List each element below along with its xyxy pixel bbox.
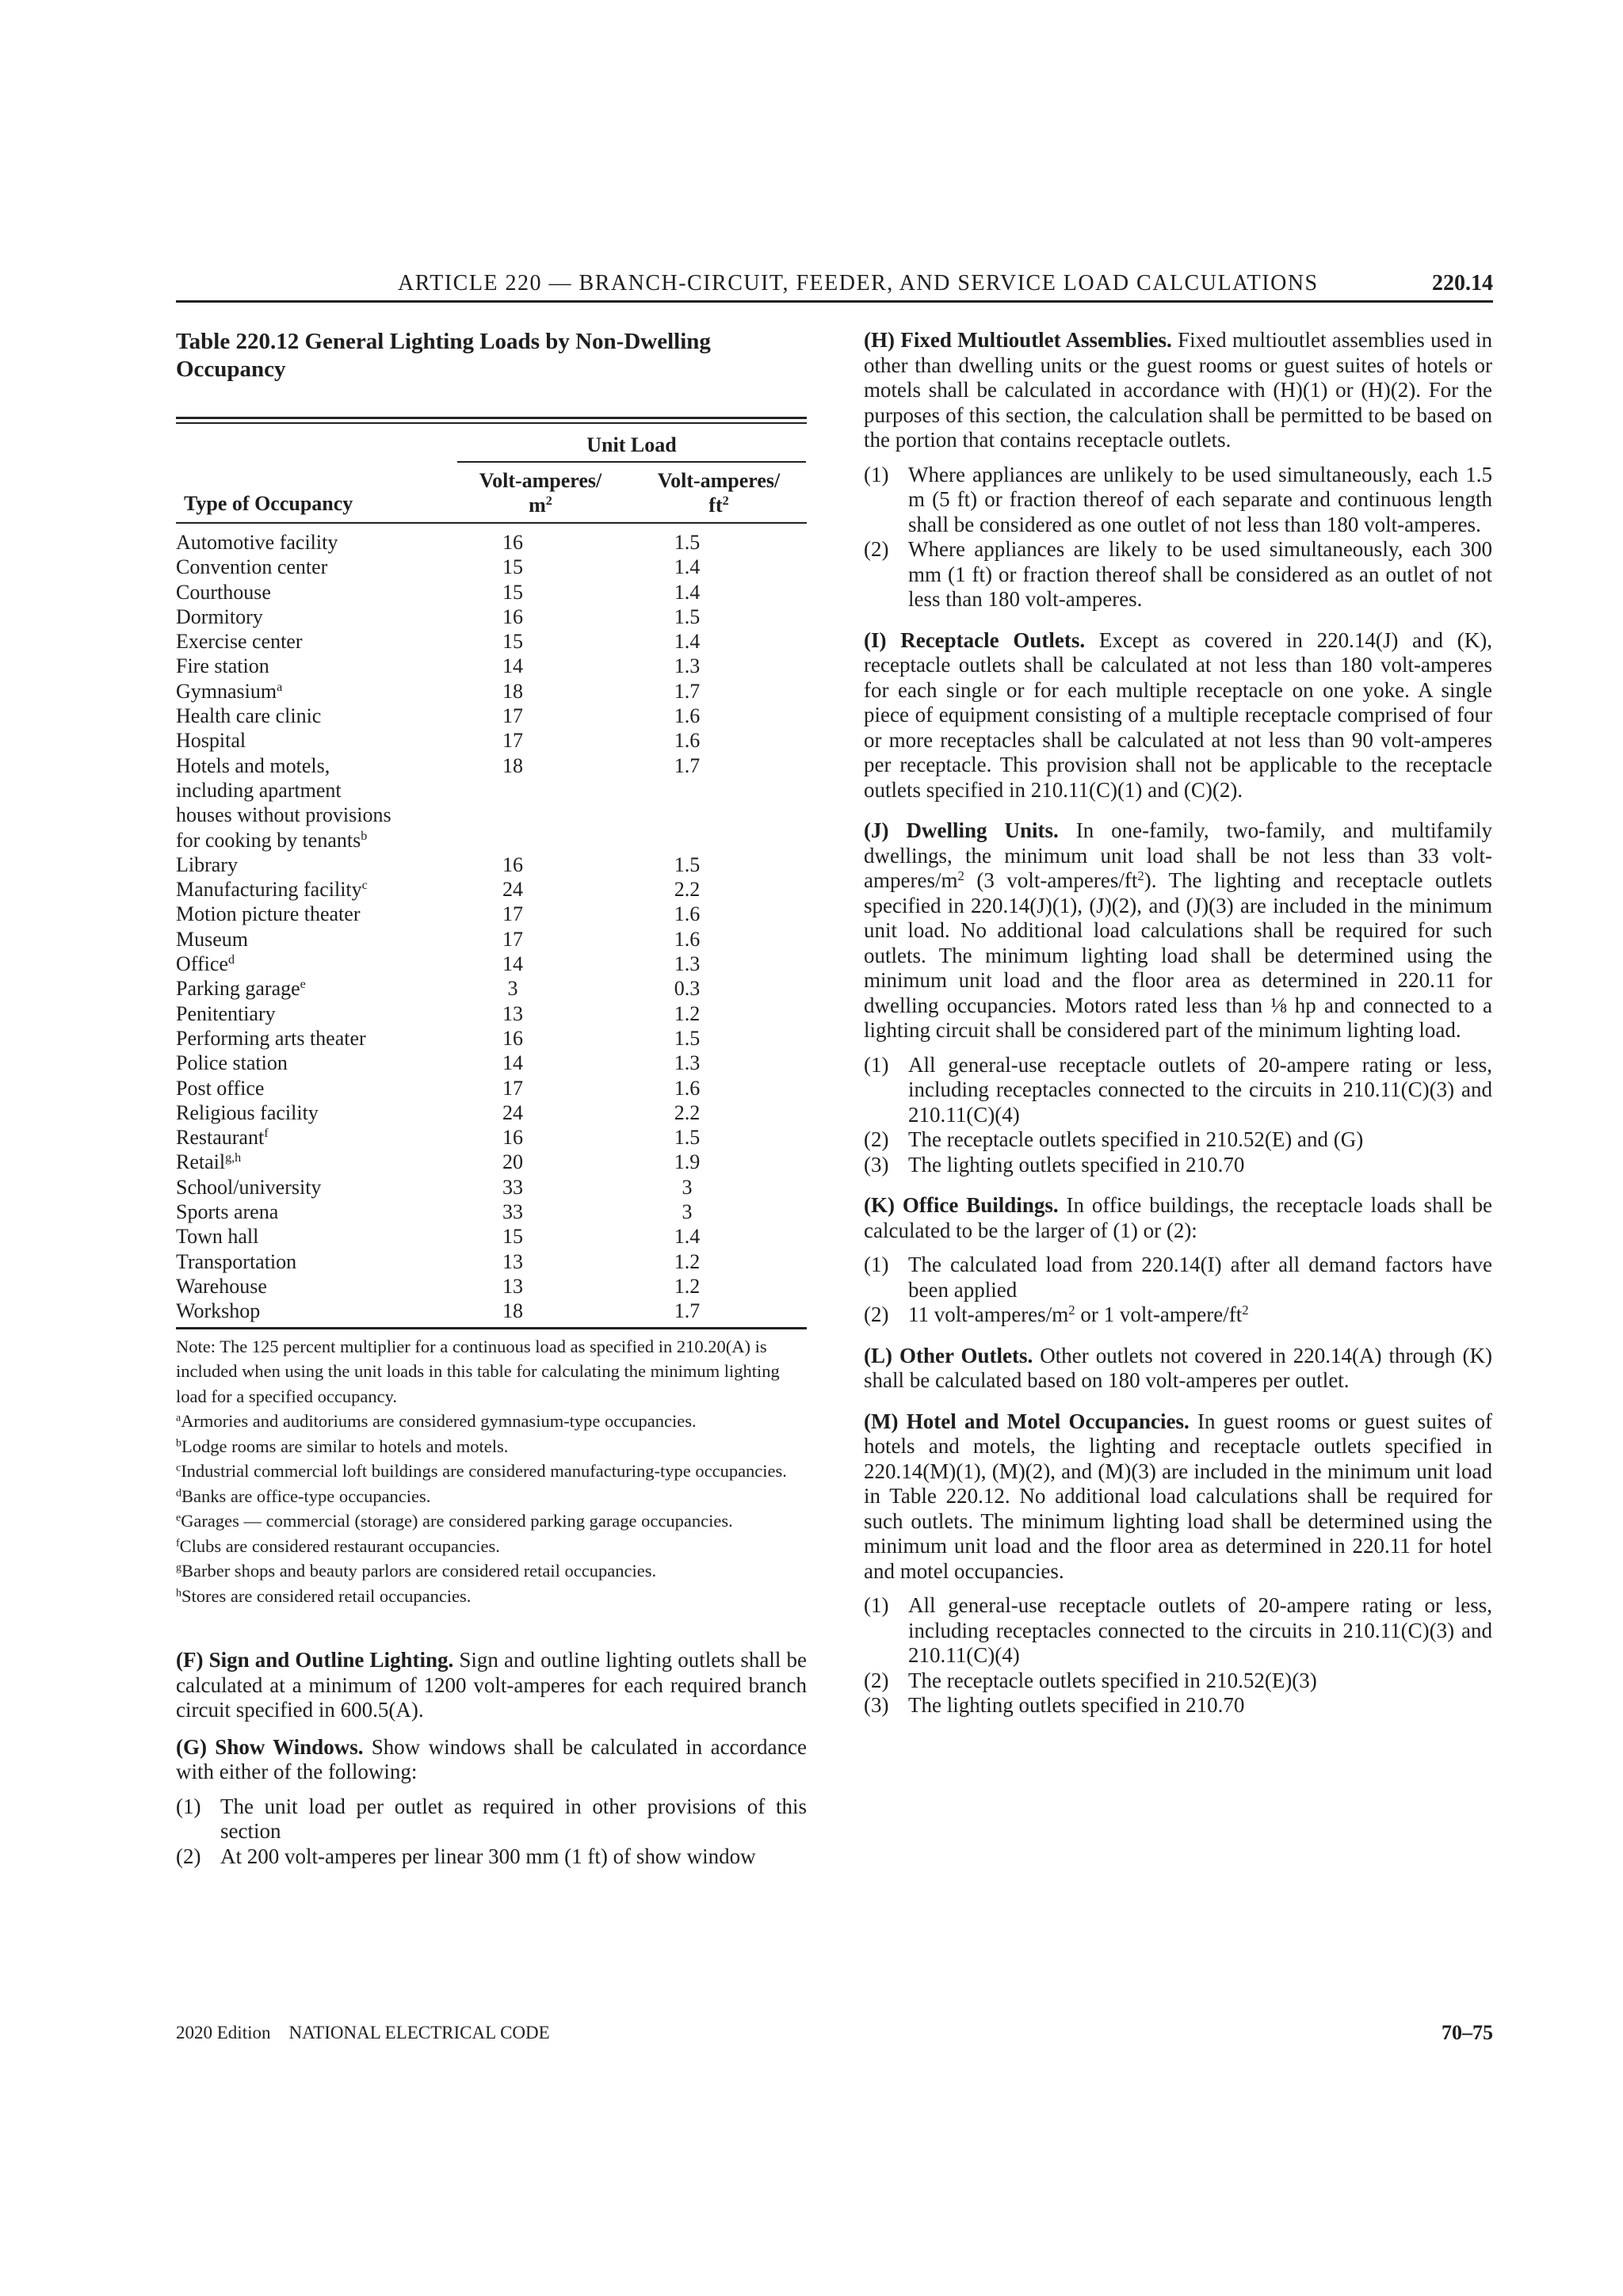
table-row [176,679,807,704]
table-row [176,1249,807,1274]
va-m2-cell: 13 [502,1249,523,1273]
va-m2-cell [457,803,568,827]
occupancy-type-cell: Performing arts theater [176,1026,366,1050]
volt-amperes-m2-header: Volt-amperes/ $m^2$ [479,469,602,517]
va-ft2-cell: 1.7 [674,753,701,777]
occupancy-type-cell: Gymnasium$^a$ [176,679,283,703]
page-number: 70–75 [1442,2021,1493,2044]
table-row [176,828,807,852]
va-m2-cell: 24 [502,878,523,902]
list-item: (3) The lighting outlets specified in 210.70 [864,1152,1245,1177]
table-row [176,852,807,877]
unit-load-header: Unit Load [586,433,677,456]
va-m2-cell: 15 [502,555,523,579]
table-header [176,424,807,524]
va-m2-cell: 17 [502,729,523,753]
occupancy-type-cell: Post office [176,1076,265,1100]
occupancy-type-cell: Motion picture theater [176,902,361,926]
list-item: (1) All general-use receptacle outlets of 20-ampere rating or less, including receptacles connected to the circuits in 210.11(C)(3) and 210.11(C)(4) [864,1593,1492,1667]
table-row [176,1150,807,1174]
table-row [176,629,807,654]
va-m2-cell: 14 [502,654,523,678]
table-row [176,605,807,629]
va-ft2-cell: 3 [682,1175,693,1199]
table-row [176,778,807,803]
right-column [864,328,1492,1718]
occupancy-type-cell: School/university [176,1175,322,1199]
va-m2-cell: 33 [502,1175,523,1199]
table-row [176,803,807,827]
occupancy-type-cell: Religious facility [176,1100,319,1124]
va-ft2-cell [568,778,790,803]
va-ft2-cell: 1.2 [674,1001,701,1025]
table-row [176,654,807,678]
table-top-rule [176,417,807,424]
table-row [176,728,807,753]
table-row [176,976,807,1001]
occupancy-type-cell: Office$^d$ [176,952,235,976]
va-ft2-cell: 1.4 [674,555,701,579]
occupancy-type-cell: Police station [176,1051,288,1075]
va-ft2-cell: 1.3 [674,1051,701,1075]
va-ft2-cell: 1.9 [674,1150,701,1174]
section-g-show-windows: (G) Show Windows. Show windows shall be calculated in accordance with either of the following: [176,1734,807,1783]
va-m2-cell: 17 [502,1076,523,1100]
section-i-receptacle-outlets: (I) Receptacle Outlets. Except as covered in 220.14(J) and (K), receptacle outlets shall be calculated at not less than 180 volt-amperes for each single or for each multiple receptacle on one yoke. A single piece of equipment consisting of a multiple receptacle comprised of four or more receptacles shall be calculated at not less than 90 volt-amperes per receptacle. This provision shall not be applicable to the receptacle outlets specified in 210.11(C)(1) and (C)(2). [864,627,1492,802]
occupancy-type-cell: Library [176,852,238,876]
va-m2-cell: 3 [507,977,518,1001]
va-ft2-cell: 1.4 [674,580,701,604]
occupancy-type-cell: houses without provisions [176,803,391,827]
va-ft2-cell: 1.6 [674,729,701,753]
list-item: (2) 11 volt-$amperes/m^2$ or 1 volt-$ampere/ft^2$ [864,1302,1249,1326]
list-item: (1) The unit load per outlet as required in other provisions of this section [176,1794,807,1843]
list-item: (1) The calculated load from 220.14(I) after all demand factors have been applied [864,1253,1492,1302]
table-row [176,877,807,902]
va-ft2-cell: 1.5 [674,531,701,554]
table-row [176,1175,807,1199]
va-ft2-cell: 1.3 [674,952,701,976]
general-lighting-loads-table [176,417,807,1329]
va-m2-cell [457,778,568,803]
list-item: (2) At 200 volt-amperes per linear 300 mm (1 ft) of show window [176,1844,756,1868]
occupancy-type-cell: Courthouse [176,580,271,604]
section-f-sign-outline-lighting: (F) Sign and Outline Lighting. Sign and outline lighting outlets shall be calculated at a minimum of 1200 volt-amperes for each required branch circuit specified in 600.5(A). [176,1648,807,1722]
section-m-list [864,1593,1492,1718]
va-m2-cell: 16 [502,1126,523,1150]
table-row [176,927,807,952]
list-item: (2) The receptacle outlets specified in 210.52(E) and (G) [864,1127,1364,1151]
va-m2-cell: 17 [502,927,523,951]
va-m2-cell: 16 [502,531,523,554]
occupancy-type-cell: Exercise center [176,630,303,654]
occupancy-type-cell: Sports arena [176,1200,279,1224]
va-ft2-cell: 1.7 [674,679,701,703]
table-note: $^g$Barber shops and beauty parlors are considered retail occupancies. [176,1561,657,1581]
table-row [176,902,807,926]
va-m2-cell: 13 [502,1274,523,1298]
va-m2-cell: 16 [502,605,523,628]
table-note: Note: The 125 percent multiplier for a continuous load as specified in 210.20(A) is included when using the unit loads in this table for calculating the minimum lighting load for a specified occupancy. [176,1336,780,1406]
va-m2-cell: 15 [502,630,523,654]
table-row [176,952,807,976]
occupancy-type-cell: Retail$^{g,h}$ [176,1150,242,1174]
va-m2-cell: 16 [502,852,523,876]
occupancy-type-cell: Fire station [176,654,269,678]
occupancy-type-cell: Restaurant$^f$ [176,1126,269,1150]
occupancy-type-cell: for cooking by tenants$^b$ [176,828,368,852]
list-item: (2) The receptacle outlets specified in 210.52(E)(3) [864,1668,1317,1692]
occupancy-type-cell: Town hall [176,1225,259,1249]
va-ft2-cell: 1.2 [674,1249,701,1273]
va-m2-cell: 15 [502,580,523,604]
occupancy-type-cell: Automotive facility [176,531,338,554]
occupancy-type-cell: Hospital [176,729,246,753]
volt-amperes-ft2-header: Volt-amperes/ $ft^2$ [657,469,781,517]
table-row [176,1274,807,1299]
occupancy-type-cell: Dormitory [176,605,263,628]
list-item: (3) The lighting outlets specified in 210.70 [864,1693,1245,1717]
occupancy-type-cell: Transportation [176,1249,297,1273]
va-ft2-cell: 1.4 [674,630,701,654]
table-note: $^h$Stores are considered retail occupancies. [176,1585,472,1606]
occupancy-type-cell: Warehouse [176,1274,267,1298]
type-of-occupancy-header: Type of Occupancy [184,492,353,515]
section-h-list [864,463,1492,612]
table-row [176,1299,807,1323]
unit-load-rule [457,461,806,463]
table-row [176,1076,807,1100]
occupancy-type-cell: Hotels and motels, [176,753,330,777]
va-m2-cell: 33 [502,1200,523,1224]
va-ft2-cell: 2.2 [674,1100,701,1124]
va-m2-cell: 18 [502,679,523,703]
occupancy-type-cell: Convention center [176,555,328,579]
table-row [176,555,807,579]
table-row [176,1026,807,1051]
section-g-list [176,1794,807,1870]
page-footer-edition: 2020 Edition NATIONAL ELECTRICAL CODE [176,2023,550,2042]
table-note: $^c$Industrial commercial loft buildings are considered manufacturing-type occupancies. [176,1461,787,1481]
va-ft2-cell: 3 [682,1200,693,1224]
table-row [176,1051,807,1075]
va-m2-cell: 18 [502,753,523,777]
table-note: $^a$Armories and auditoriums are considered gymnasium-type occupancies. [176,1411,697,1431]
va-m2-cell: 14 [502,952,523,976]
table-row [176,753,807,778]
va-ft2-cell [568,803,790,827]
list-item: (1) Where appliances are unlikely to be used simultaneously, each 1.5 m (5 ft) or fraction thereof of each separate and continuous length shall be considered as one outlet of not less than 180 volt-amperes. [864,462,1492,536]
va-ft2-cell: 1.5 [674,605,701,628]
va-m2-cell: 16 [502,1026,523,1050]
section-number: 220.14 [1432,271,1493,296]
table-note: $^b$Lodge rooms are similar to hotels and motels. [176,1436,509,1456]
va-ft2-cell: 1.6 [674,704,701,728]
table-body [176,524,807,1329]
va-m2-cell: 20 [502,1150,523,1174]
va-m2-cell: 13 [502,1001,523,1025]
occupancy-type-cell: including apartment [176,778,342,802]
table-row [176,704,807,728]
occupancy-type-cell: Manufacturing facility$^c$ [176,878,368,902]
va-ft2-cell: 0.3 [674,977,701,1001]
va-ft2-cell: 1.5 [674,1126,701,1150]
va-ft2-cell [568,828,790,852]
section-k-list [864,1253,1492,1328]
section-j-dwelling-units: (J) Dwelling Units. In one-family, two-family, and multifamily dwellings, the minimum unit load shall be not less than 33 volt-$amperes/m^2$ (3 volt-$amperes/ft^2$). The lighting and receptacle outlets specified in 220.14(J)(1), (J)(2), and (J)(3) are included in the minimum unit load. No additional load calculations shall be required for such outlets. The minimum lighting load shall be determined using the minimum unit load and the floor area as determined in 220.11 for dwelling occupancies. Motors rated less than ⅛ hp and connected to a lighting circuit shall be considered part of the minimum lighting load. [864,818,1492,1042]
section-k-office-buildings: (K) Office Buildings. In office buildings, the receptacle loads shall be calculated to be the larger of (1) or (2): [864,1193,1492,1242]
section-h-fixed-multioutlet: (H) Fixed Multioutlet Assemblies. Fixed multioutlet assemblies used in other than dwelling units or the guest rooms or guest suites of hotels or motels shall be calculated in accordance with (H)(1) or (H)(2). For the purposes of this section, the calculation shall be permitted to be based on the portion that contains receptacle outlets. [864,328,1493,452]
article-title: ARTICLE 220 — BRANCH-CIRCUIT, FEEDER, AND SERVICE LOAD CALCULATIONS [398,271,1319,296]
table-row [176,1199,807,1224]
va-ft2-cell: 1.6 [674,902,701,926]
table-row [176,1125,807,1150]
table-note: $^e$Garages — commercial (storage) are considered parking garage occupancies. [176,1511,733,1531]
va-ft2-cell: 1.3 [674,654,701,678]
va-m2-cell: 24 [502,1100,523,1124]
section-j-list [864,1053,1492,1178]
va-m2-cell: 15 [502,1225,523,1249]
occupancy-type-cell: Health care clinic [176,704,322,728]
va-m2-cell [457,828,568,852]
va-m2-cell: 18 [502,1299,523,1323]
occupancy-type-cell: Penitentiary [176,1001,276,1025]
table-note: $^d$Banks are office-type occupancies. [176,1486,431,1506]
table-row [176,530,807,555]
section-l-other-outlets: (L) Other Outlets. Other outlets not covered in 220.14(A) through (K) shall be calculated based on 180 volt-amperes per outlet. [864,1343,1492,1392]
va-ft2-cell: 2.2 [674,878,701,902]
va-m2-cell: 14 [502,1051,523,1075]
section-m-hotel-motel: (M) Hotel and Motel Occupancies. In guest rooms or guest suites of hotels and motels, the lighting and receptacle outlets specified in 220.14(M)(1), (M)(2), and (M)(3) are included in the minimum unit load in Table 220.12. No additional load calculations shall be required for such outlets. The minimum lighting load shall be determined using the minimum unit load and the floor area as determined in 220.11 for hotel and motel occupancies. [864,1409,1492,1583]
va-ft2-cell: 1.7 [674,1299,701,1323]
table-caption: Table 220.12 General Lighting Loads by Non-Dwelling Occupancy [176,329,711,382]
table-row [176,1100,807,1125]
va-ft2-cell: 1.6 [674,1076,701,1100]
left-column [176,328,807,1869]
list-item: (1) All general-use receptacle outlets of 20-ampere rating or less, including receptacles connected to the circuits in 210.11(C)(3) and 210.11(C)(4) [864,1052,1492,1127]
table-row [176,1001,807,1026]
va-ft2-cell: 1.4 [674,1225,701,1249]
va-ft2-cell: 1.5 [674,1026,701,1050]
va-ft2-cell: 1.5 [674,852,701,876]
occupancy-type-cell: Parking garage$^e$ [176,977,306,1001]
occupancy-type-cell: Workshop [176,1299,261,1323]
list-item: (2) Where appliances are likely to be used simultaneously, each 300 mm (1 ft) or fraction thereof shall be considered as an outlet of not less than 180 volt-amperes. [864,537,1492,611]
table-note: $^f$Clubs are considered restaurant occupancies. [176,1535,500,1556]
occupancy-type-cell: Museum [176,927,248,951]
table-row [176,580,807,605]
va-m2-cell: 17 [502,704,523,728]
va-ft2-cell: 1.6 [674,927,701,951]
page-header [176,269,1493,303]
table-row [176,1224,807,1249]
table-notes [176,1334,807,1609]
va-ft2-cell: 1.2 [674,1274,701,1298]
va-m2-cell: 17 [502,902,523,926]
